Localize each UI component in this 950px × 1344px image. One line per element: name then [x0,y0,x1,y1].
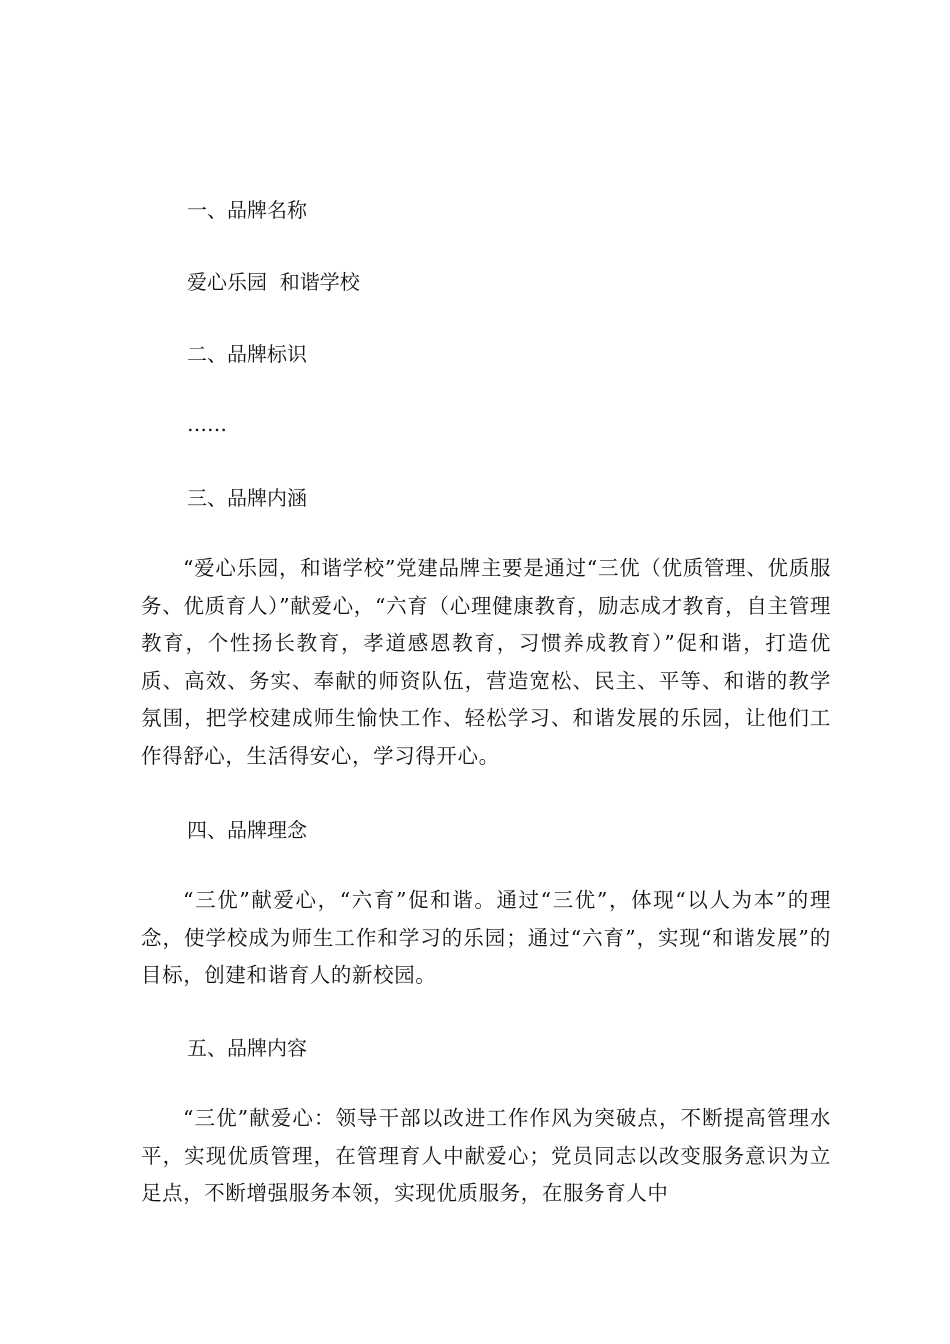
section-3-body: “爱心乐园，和谐学校”党建品牌主要是通过“三优（优质管理、优质服务、优质育人）”献爱心，“六育（心理健康教育，励志成才教育，自主管理教育，个性扬长教育，孝道感恩教育，习惯养成教育）”促和谐，打造优质、高效、务实、奉献的师资队伍，营造宽松、民主、平等、和谐的教学氛围，把学校建成师生愉快工作、轻松学习、和谐发展的乐园，让他们工作得舒心，生活得安心，学习得开心。 [141,556,831,768]
section-5-body: “三优”献爱心：领导干部以改进工作作风为突破点，不断提高管理水平，实现优质管理，在管理育人中献爱心；党员同志以改变服务意识为立足点，不断增强服务本领，实现优质服务，在服务育人中 [141,1106,831,1205]
section-4-title: 四、品牌理念 [187,818,307,842]
section-4-body: “三优”献爱心，“六育”促和谐。通过“三优”，体现“以人为本”的理念，使学校成为师生工作和学习的乐园；通过“六育”，实现“和谐发展”的目标，创建和谐育人的新校园。 [141,888,831,987]
section-3-title: 三、品牌内涵 [187,486,307,510]
section-2-title: 二、品牌标识 [187,342,307,366]
brand-logo-ellipsis: …… [187,412,227,436]
section-5-title: 五、品牌内容 [187,1036,307,1060]
section-1-title: 一、品牌名称 [187,198,307,222]
brand-name-text: 爱心乐园 和谐学校 [187,270,360,294]
